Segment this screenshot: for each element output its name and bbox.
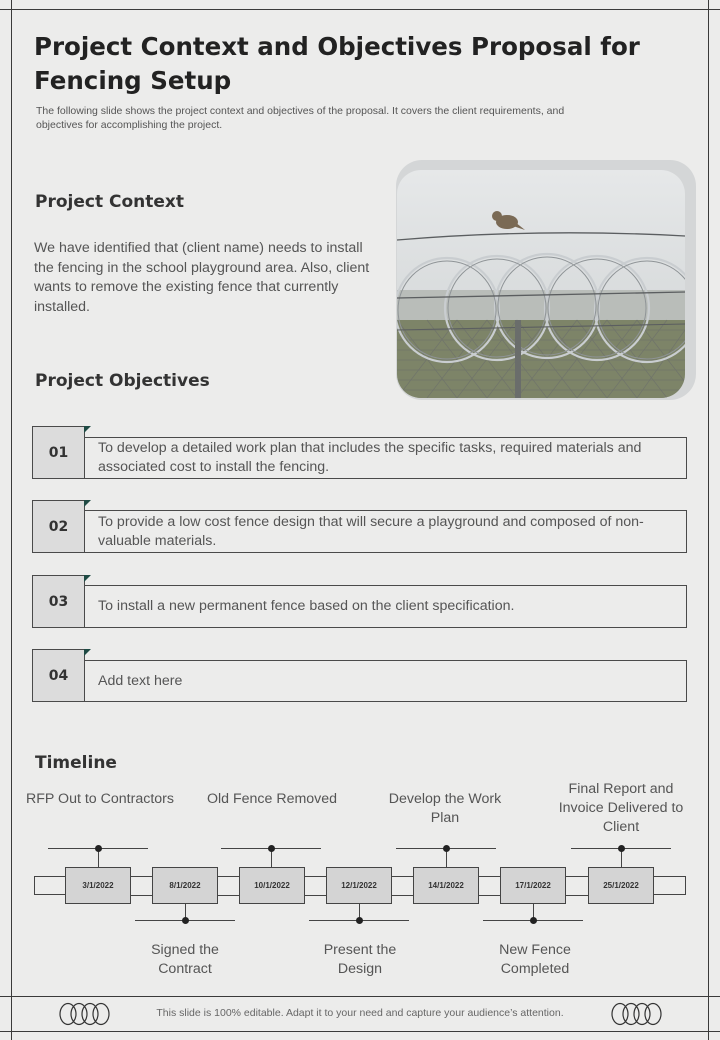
footer-note: This slide is 100% editable. Adapt it to your need and capture your audience’s attention.: [156, 1007, 564, 1019]
timeline-dot: [530, 917, 537, 924]
timeline-dot: [95, 845, 102, 852]
timeline-date: 25/1/2022: [588, 867, 654, 904]
timeline-date: 14/1/2022: [413, 867, 479, 904]
timeline-end-cap-left: [34, 876, 68, 895]
fence-photo: [397, 170, 685, 398]
timeline-label-top: Final Report and Invoice Delivered to Client: [558, 781, 684, 835]
timeline-heading: Timeline: [35, 753, 117, 773]
timeline-end-cap-right: [652, 876, 686, 895]
objective-text: To provide a low cost fence design that will secure a playground and composed of non-valuable materials.: [84, 510, 687, 553]
timeline-date: 17/1/2022: [500, 867, 566, 904]
objective-text: Add text here: [84, 660, 687, 702]
objective-number: 01: [32, 426, 85, 479]
objective-accent-corner: [84, 426, 91, 433]
frame-bottom-line: [0, 1031, 720, 1032]
timeline-date: 12/1/2022: [326, 867, 392, 904]
context-body: We have identified that (client name) needs to install the fencing in the school playground area. Also, client wants to remove the existing fence that currently installed.: [34, 240, 370, 315]
objective-item: [32, 426, 687, 479]
timeline-label-bottom: Present the Design: [323, 942, 397, 977]
timeline-dot: [356, 917, 363, 924]
timeline-dot: [182, 917, 189, 924]
frame-footer-top-line: [0, 996, 720, 997]
objective-item: [32, 649, 687, 702]
page-title: Project Context and Objectives Proposal for Fencing Setup: [34, 32, 640, 95]
objective-accent-corner: [84, 649, 91, 656]
objective-accent-corner: [84, 575, 91, 582]
objective-accent-corner: [84, 500, 91, 507]
timeline-dot: [443, 845, 450, 852]
objective-item: [32, 575, 687, 628]
frame-left-line: [11, 0, 12, 1040]
context-heading: Project Context: [35, 192, 185, 212]
timeline-label-top: RFP Out to Contractors: [26, 791, 174, 807]
timeline-date: 10/1/2022: [239, 867, 305, 904]
timeline-label-top: Old Fence Removed: [206, 791, 338, 807]
timeline-dot: [618, 845, 625, 852]
objective-item: [32, 500, 687, 553]
timeline-date: 8/1/2022: [152, 867, 218, 904]
timeline-date: 3/1/2022: [65, 867, 131, 904]
frame-top-line: [0, 9, 720, 10]
objective-number: 02: [32, 500, 85, 553]
frame-right-line: [708, 0, 709, 1040]
rings-decoration-right-icon: [611, 1002, 663, 1026]
objective-number: 04: [32, 649, 85, 702]
objective-number: 03: [32, 575, 85, 628]
timeline-label-bottom: New Fence Completed: [499, 942, 571, 977]
page-subtitle: The following slide shows the project context and objectives of the proposal. It covers the client requirements, and objectives for accomplishing the project.: [36, 105, 565, 131]
timeline-dot: [268, 845, 275, 852]
objectives-heading: Project Objectives: [35, 371, 210, 391]
timeline-label-bottom: Signed the Contract: [151, 942, 219, 977]
timeline-label-top: Develop the Work Plan: [388, 791, 502, 826]
objective-text: To install a new permanent fence based on the client specification.: [84, 585, 687, 628]
objective-text: To develop a detailed work plan that includes the specific tasks, required materials and associated cost to install the fencing.: [84, 437, 687, 479]
